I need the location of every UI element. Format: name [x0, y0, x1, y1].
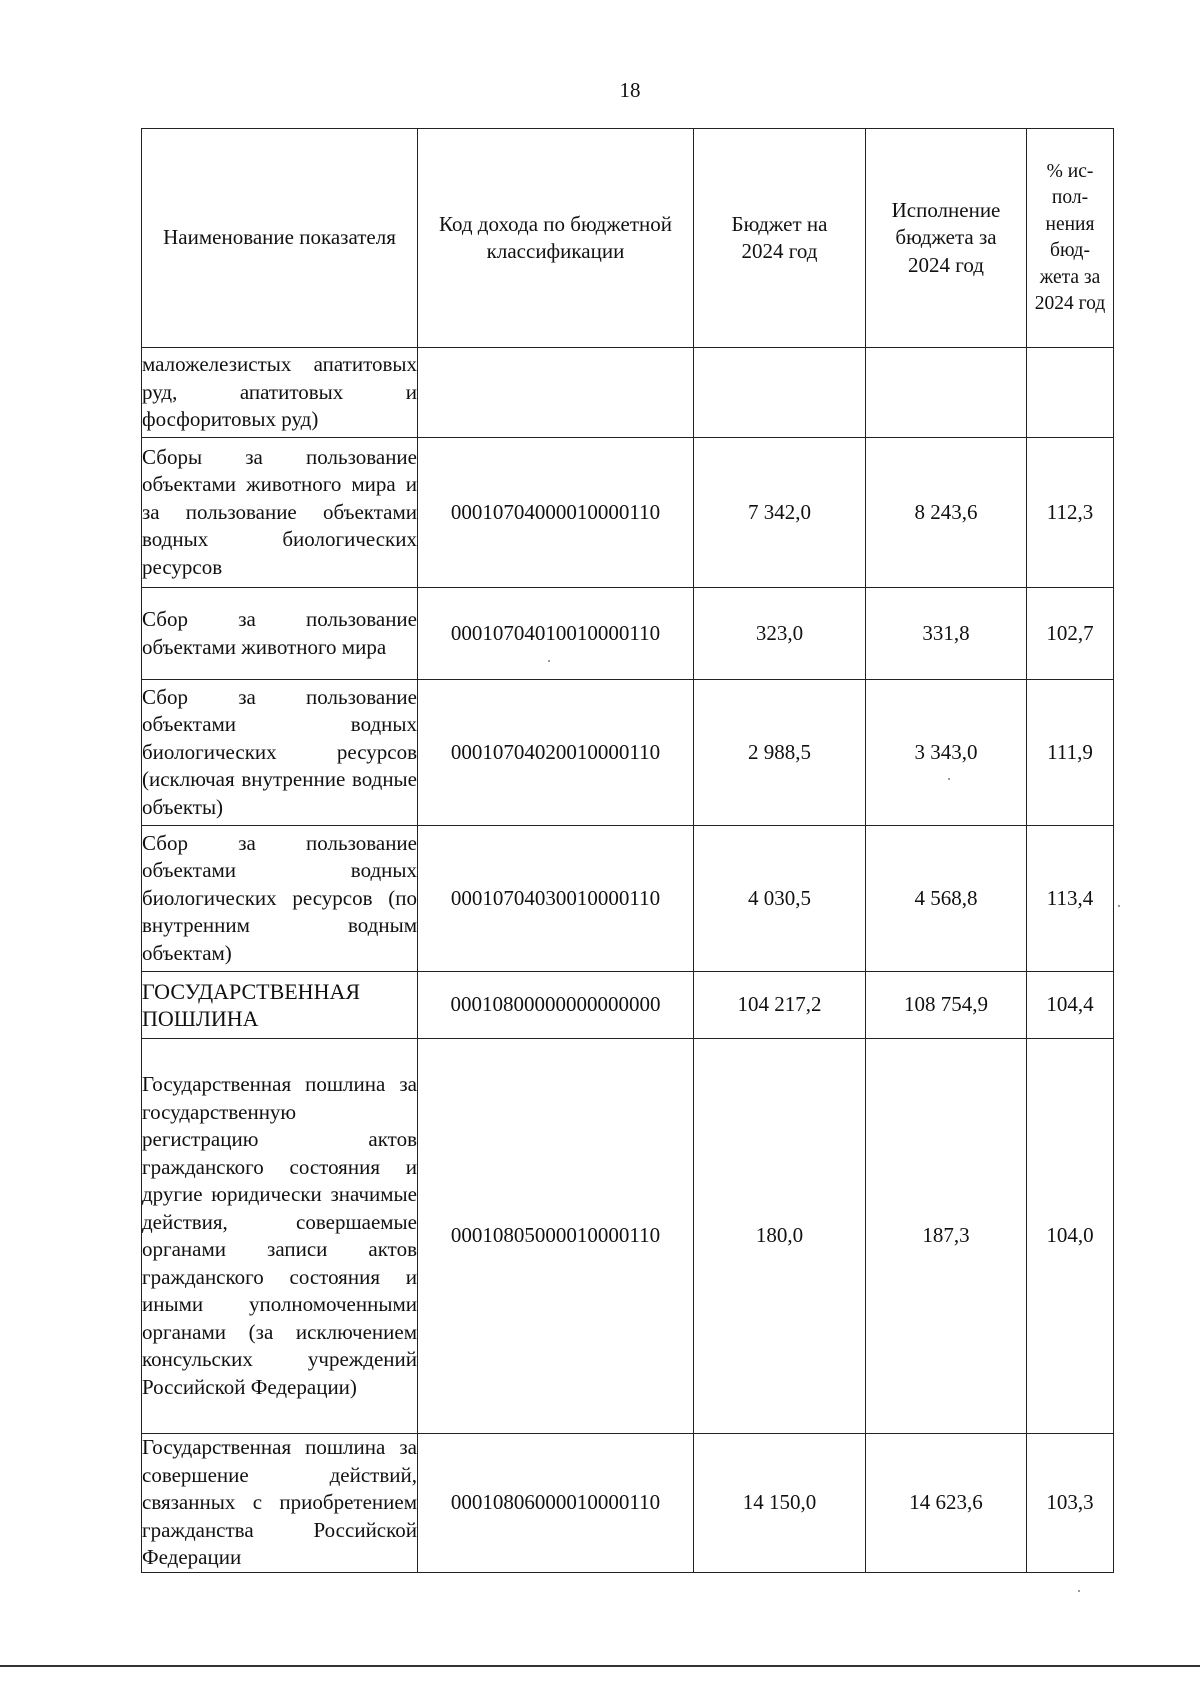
table-row	[142, 1039, 1114, 1434]
row-budget: 104 217,2	[694, 972, 866, 1039]
row-percent: 104,0	[1027, 1039, 1114, 1434]
header-budget: Бюджет на 2024 год	[694, 129, 866, 348]
row-code: 00010704020010000110	[418, 680, 694, 826]
table-row	[142, 348, 1114, 438]
scan-speck	[948, 778, 950, 780]
row-code: 00010806000010000110	[418, 1434, 694, 1573]
row-name: Сбор за пользование объектами водных биологических ресурсов (исключая внутренние водные объекты)	[142, 680, 418, 826]
table-row	[142, 680, 1114, 826]
row-code: 00010704010010000110	[418, 588, 694, 680]
table-row	[142, 1434, 1114, 1573]
table-row	[142, 588, 1114, 680]
page-number: 18	[619, 78, 641, 102]
header-code: Код дохода по бюджетной классификации	[418, 129, 694, 348]
row-code: 00010805000010000110	[418, 1039, 694, 1434]
row-percent: 112,3	[1027, 438, 1114, 588]
header-percent: % ис-пол-нения бюд-жета за 2024 год	[1027, 129, 1114, 348]
header-execution: Исполнение бюджета за 2024 год	[866, 129, 1027, 348]
page-bottom-rule	[0, 1665, 1200, 1667]
table-row	[142, 972, 1114, 1039]
table-row	[142, 438, 1114, 588]
row-code	[418, 348, 694, 438]
row-budget: 14 150,0	[694, 1434, 866, 1573]
row-budget: 2 988,5	[694, 680, 866, 826]
row-percent: 113,4	[1027, 826, 1114, 972]
row-budget: 7 342,0	[694, 438, 866, 588]
row-percent: 103,3	[1027, 1434, 1114, 1573]
row-percent: 111,9	[1027, 680, 1114, 826]
scan-speck	[548, 660, 550, 662]
row-code: 00010704030010000110	[418, 826, 694, 972]
row-execution: 8 243,6	[866, 438, 1027, 588]
row-execution: 14 623,6	[866, 1434, 1027, 1573]
scan-speck	[1078, 1590, 1080, 1592]
row-name: ГОСУДАРСТВЕННАЯ ПОШЛИНА	[142, 972, 418, 1039]
row-budget	[694, 348, 866, 438]
table-header-row	[142, 129, 1114, 348]
row-code: 00010800000000000000	[418, 972, 694, 1039]
row-budget: 323,0	[694, 588, 866, 680]
table-row	[142, 826, 1114, 972]
row-percent: 102,7	[1027, 588, 1114, 680]
row-code: 00010704000010000110	[418, 438, 694, 588]
row-execution: 108 754,9	[866, 972, 1027, 1039]
row-name: Сбор за пользование объектами водных биологических ресурсов (по внутренним водным объектам)	[142, 826, 418, 972]
row-execution: 4 568,8	[866, 826, 1027, 972]
budget-revenue-table	[141, 128, 1114, 1573]
row-execution: 331,8	[866, 588, 1027, 680]
row-name: Государственная пошлина за совершение действий, связанных с приобретением гражданства Российской Федерации	[142, 1434, 418, 1573]
row-budget: 4 030,5	[694, 826, 866, 972]
row-name: Сборы за пользование объектами животного мира и за пользование объектами водных биологических ресурсов	[142, 438, 418, 588]
row-execution: 187,3	[866, 1039, 1027, 1434]
row-execution	[866, 348, 1027, 438]
row-name: Сбор за пользование объектами животного мира	[142, 588, 418, 680]
row-execution: 3 343,0	[866, 680, 1027, 826]
header-name: Наименование показателя	[142, 129, 418, 348]
row-budget: 180,0	[694, 1039, 866, 1434]
row-percent	[1027, 348, 1114, 438]
scan-speck	[1118, 905, 1120, 907]
row-name: маложелезистых апатитовых руд, апатитовых и фосфоритовых руд)	[142, 348, 418, 438]
row-percent: 104,4	[1027, 972, 1114, 1039]
row-name: Государственная пошлина за государственную регистрацию актов гражданского состояния и другие юридически значимые действия, совершаемые органами записи актов гражданского состояния и иными уполномоченными органами (за исключением консульских учреждений Российской Федерации)	[142, 1039, 418, 1434]
